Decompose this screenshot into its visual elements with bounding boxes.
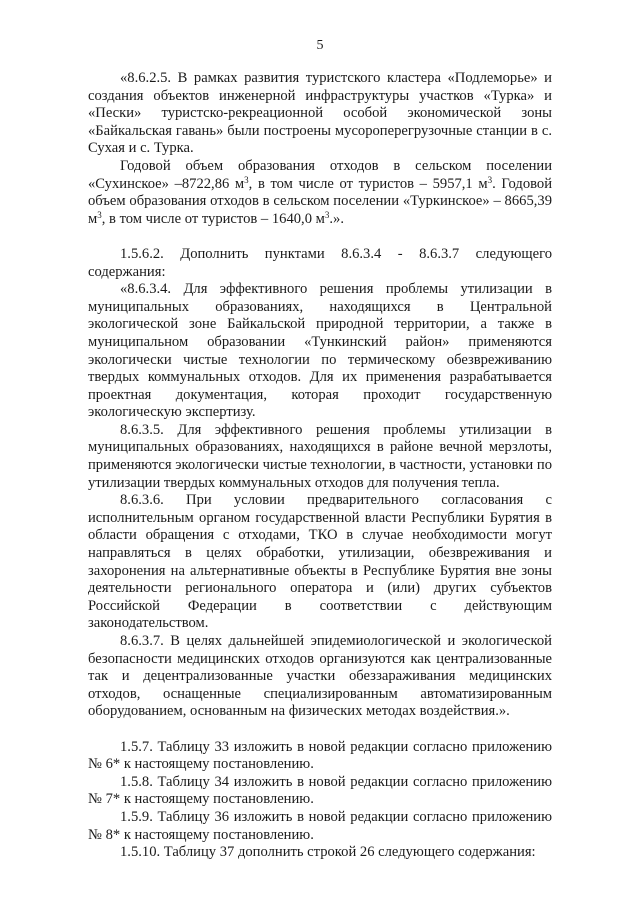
document-body [88, 70, 552, 862]
volume-text-2: , в том числе от туристов – 5957,1 м [248, 175, 488, 192]
paragraph-8-6-3-6: 8.6.3.6. При условии предварительного согласования с исполнительным органом государственной власти Республики Бурятия в области обращения с отходами, ТКО в случае необходимости могут направляться в целях обработки, утилизации, обезвреживания и захоронения на альтернативные объекты в Республике Бурятия вне зоны деятельности регионального оператора и (или) других субъектов Российской Федерации в соответствии с действующим законодательством. [88, 492, 552, 632]
cubic-superscript: 3 [324, 209, 330, 220]
paragraph-1-5-6-2: 1.5.6.2. Дополнить пунктами 8.6.3.4 - 8.6.3.7 следующего содержания: [88, 245, 552, 280]
paragraph-8-6-3-5: 8.6.3.5. Для эффективного решения проблемы утилизации в муниципальных образованиях, находящихся в районе вечной мерзлоты, применяются экологически чистые технологии, в частности, установки по утилизации твердых коммунальных отходов для получения тепла. [88, 421, 552, 491]
paragraph-8-6-3-4: «8.6.3.4. Для эффективного решения проблемы утилизации в муниципальных образованиях, находящихся в Центральной экологической зоне Байкальской природной территории, а также в муниципальном образовании «Тункинский район» применяются экологически чистые технологии по термическому обезвреживанию твердых коммунальных отходов. Для их применения разрабатывается проектная документация, которая проходит государственную экологическую экспертизу. [88, 281, 552, 421]
paragraph-waste-volume [88, 158, 552, 228]
volume-text-5: .». [329, 210, 344, 227]
cubic-superscript: 3 [487, 174, 493, 185]
page-number: 5 [316, 38, 324, 53]
paragraph-1-5-10: 1.5.10. Таблицу 37 дополнить строкой 26 следующего содержания: [120, 844, 536, 861]
paragraph-8-6-3-7: 8.6.3.7. В целях дальнейшей эпидемиологической и экологической безопасности медицинских отходов организуются как централизованные так и децентрализованные участки обеззараживания медицинских отходов, оснащенные специализированным автоматизированным оборудованием, основанным на физических методах воздействия.». [88, 633, 552, 720]
paragraph-1-5-8: 1.5.8. Таблицу 34 изложить в новой редакции согласно приложению № 7* к настоящему постановлению. [88, 773, 552, 808]
volume-text-4: , в том числе от туристов – 1640,0 м [101, 210, 325, 227]
paragraph-1-5-7: 1.5.7. Таблицу 33 изложить в новой редакции согласно приложению № 6* к настоящему постановлению. [88, 738, 552, 773]
cubic-superscript: 3 [244, 174, 249, 185]
cubic-superscript: 3 [97, 209, 102, 220]
paragraph-8-6-2-5: «8.6.2.5. В рамках развития туристского кластера «Подлеморье» и создания объектов инженерной инфраструктуры участков «Турка» и «Пески» туристско-рекреационной особой экономической зоны «Байкальская гавань» были построены мусороперегрузочные станции в с. Сухая и с. Турка. [88, 70, 552, 157]
volume-text-3: . Годовой объем образования отходов в сельском поселении «Туркинское» – 8665,39 м [88, 175, 553, 227]
paragraph-1-5-9: 1.5.9. Таблицу 36 изложить в новой редакции согласно приложению № 8* к настоящему постановлению. [88, 808, 552, 843]
volume-text-1: Годовой объем образования отходов в сельском поселении «Сухинское» –8722,86 м [88, 157, 552, 192]
